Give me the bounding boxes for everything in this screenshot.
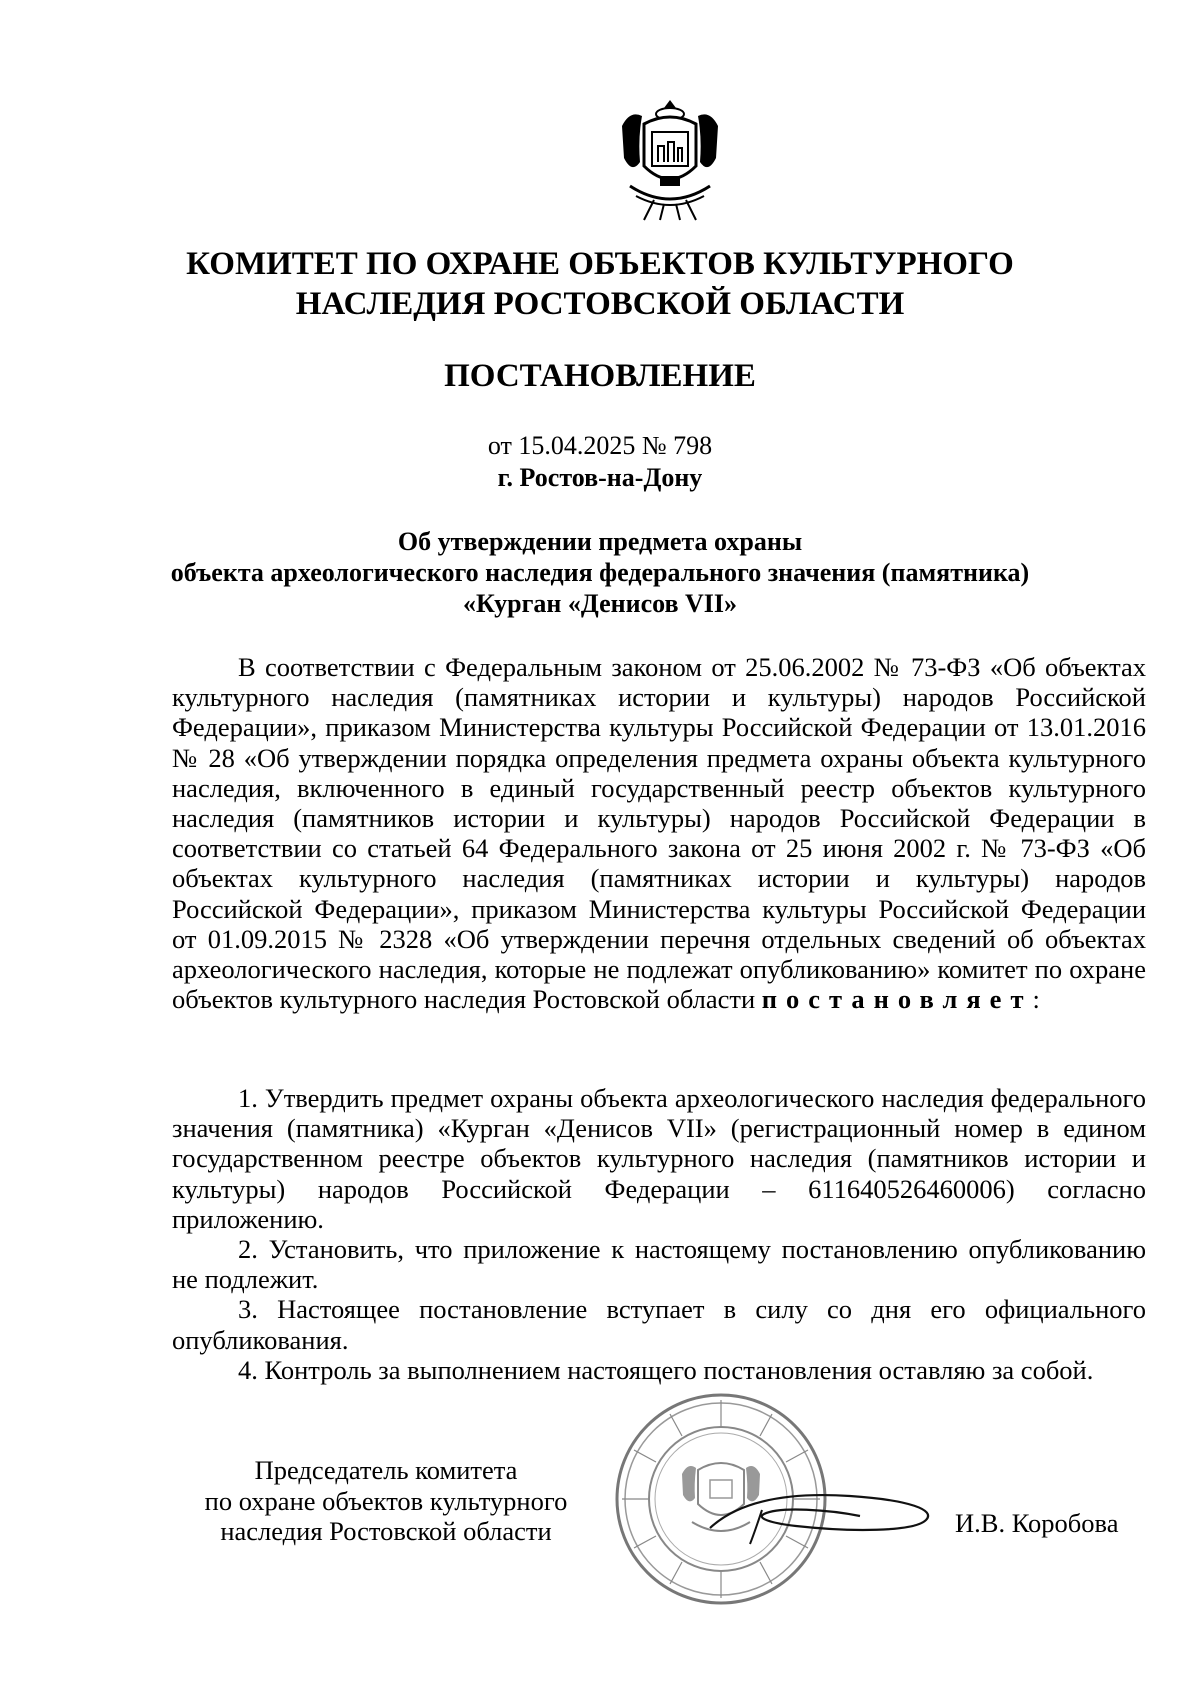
signatory-name: И.В. Коробова: [955, 1508, 1119, 1538]
resolution-items: [172, 1083, 1146, 1385]
organization-line-2: НАСЛЕДИЯ РОСТОВСКОЙ ОБЛАСТИ: [295, 286, 905, 322]
document-date-number: от 15.04.2025 № 798: [487, 431, 713, 460]
coat-of-arms-icon: [614, 96, 726, 224]
resolves-word: постановляет: [761, 984, 1033, 1015]
handwritten-signature-icon: [700, 1470, 940, 1550]
organization-name: [0, 244, 1200, 324]
position-line-3: наследия Ростовской области: [220, 1516, 552, 1546]
preamble-paragraph: [172, 652, 1146, 1014]
document-type: ПОСТАНОВЛЕНИЕ: [444, 358, 756, 394]
organization-line-1: КОМИТЕТ ПО ОХРАНЕ ОБЪЕКТОВ КУЛЬТУРНОГО: [186, 246, 1014, 282]
resolution-item: 4. Контроль за выполнением настоящего постановления оставляю за собой.: [238, 1354, 1094, 1385]
resolution-item: 3. Настоящее постановление вступает в силу со дня его официального опубликования.: [172, 1294, 1146, 1355]
position-line-2: по охране объектов культурного: [204, 1485, 568, 1516]
resolution-item: 2. Установить, что приложение к настоящему постановлению опубликованию не подлежит.: [172, 1234, 1146, 1295]
document-title: [0, 526, 1200, 619]
position-line-1: Председатель комитета: [254, 1455, 518, 1485]
title-line-2: объекта археологического наследия федерального значения (памятника): [170, 558, 1030, 587]
resolution-item: 1. Утвердить предмет охраны объекта археологического наследия федерального значения (памятника) «Курган «Денисов VII» (регистрационный номер в едином государственном реестре объектов культурного наследия (памятников истории и культуры) народов Российской Федерации – 611640526460006) согласно приложению.: [172, 1083, 1146, 1234]
preamble-text: В соответствии с Федеральным законом от 25.06.2002 № 73-ФЗ «Об объектах культурного наследия (памятниках истории и культуры) народов Российской Федерации», приказом Министерства культуры Российской Федерации от 13.01.2016 № 28 «Об утверждении порядка определения предмета охраны объекта культурного наследия, включенного в единый государственный реестр объектов культурного наследия (памятников истории и культуры) народов Российской Федерации в соответствии со статьей 64 Федерального закона от 25 июня 2002 г. № 73-ФЗ «Об объектах культурного наследия (памятниках истории и культуры) народов Российской Федерации», приказом Министерства культуры Российской Федерации от 01.09.2015 № 2328 «Об утверждении перечня отдельных сведений об объектах археологического наследия, которые не подлежат опубликованию» комитет по охране объектов культурного наследия Ростовской области: [172, 652, 1146, 1015]
preamble-colon: :: [1032, 984, 1040, 1015]
title-line-1: Об утверждении предмета охраны: [397, 527, 803, 556]
signatory-position: [176, 1455, 596, 1547]
document-city: г. Ростов-на-Дону: [497, 463, 703, 492]
title-line-3: «Курган «Денисов VII»: [462, 589, 738, 618]
